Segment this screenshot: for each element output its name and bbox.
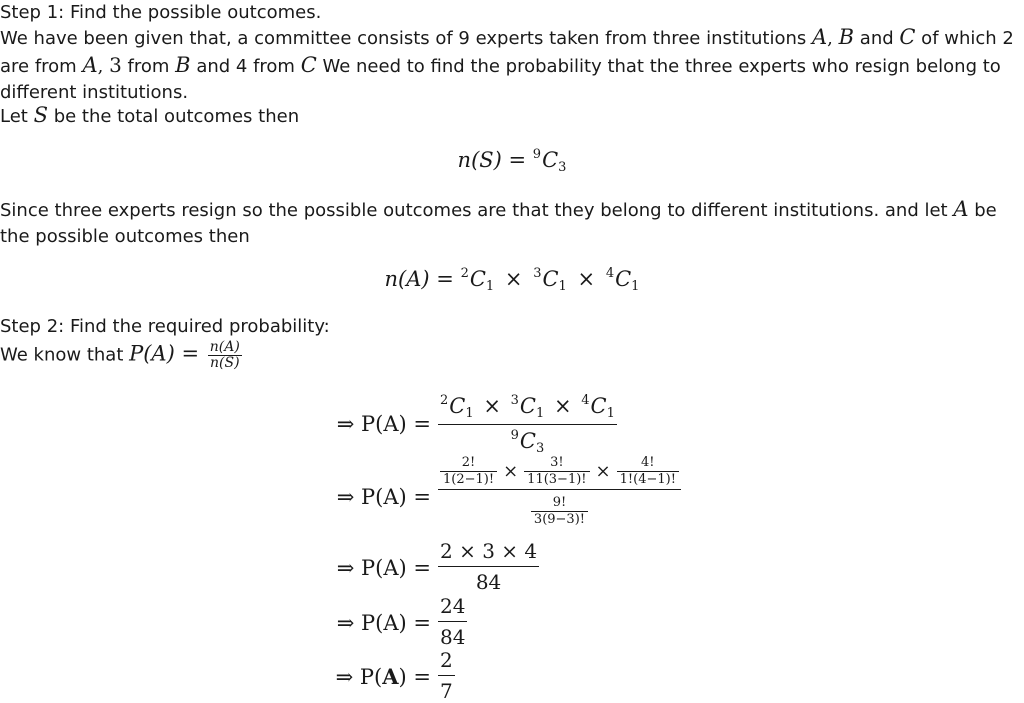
let-s-text: Let S be the total outcomes then [0, 103, 300, 127]
complex-fraction: $\frac{2!}{1(2-1)!}$ × $\frac{3!}{11(3-1)!}$ × $\frac{4!}{1!(4-1)!}$ $\frac{9!}{3(9-3)!}$ [438, 456, 681, 527]
we-know-text: We know that P(A) = $\frac{n(A)}{n(S)}$ [0, 339, 240, 371]
implies-label: ⇒ P(A) = [336, 485, 431, 509]
implies-label: ⇒ P(A) = [336, 556, 431, 580]
since-paragraph: Since three experts resign so the possible outcomes are that they belong to different institutions. and let A be the possible outcomes then [0, 197, 997, 247]
step2-title: Step 2: Find the required probability: [0, 316, 330, 337]
implies-label-bold: ⇒ P(A) = [335, 664, 431, 689]
equation-na: $n(A) = ^2C_1 \times ^3C_1 \times ^4C_1$ [384, 266, 640, 294]
fraction: $\frac{^2C_1 \times ^3C_1 \times ^4C_1}{^9C_3}$ [440, 393, 615, 456]
equation-ns: $n(S) = ^9C_3$ [457, 147, 567, 175]
inline-fraction: $\frac{n(A)}{n(S)}$ [209, 339, 240, 371]
implies-label: ⇒ P(A) = [336, 611, 431, 635]
implies-label: ⇒ P(A) = [336, 412, 431, 436]
step1-title: Step 1: Find the possible outcomes. [0, 2, 322, 23]
intro-paragraph: We have been given that, a committee consists of 9 experts taken from three institutions A, B and C of which 2 are from A, 3 from B and 4 from C We need to find the probability that the three experts who resign belong to different institutions. [0, 25, 1014, 103]
